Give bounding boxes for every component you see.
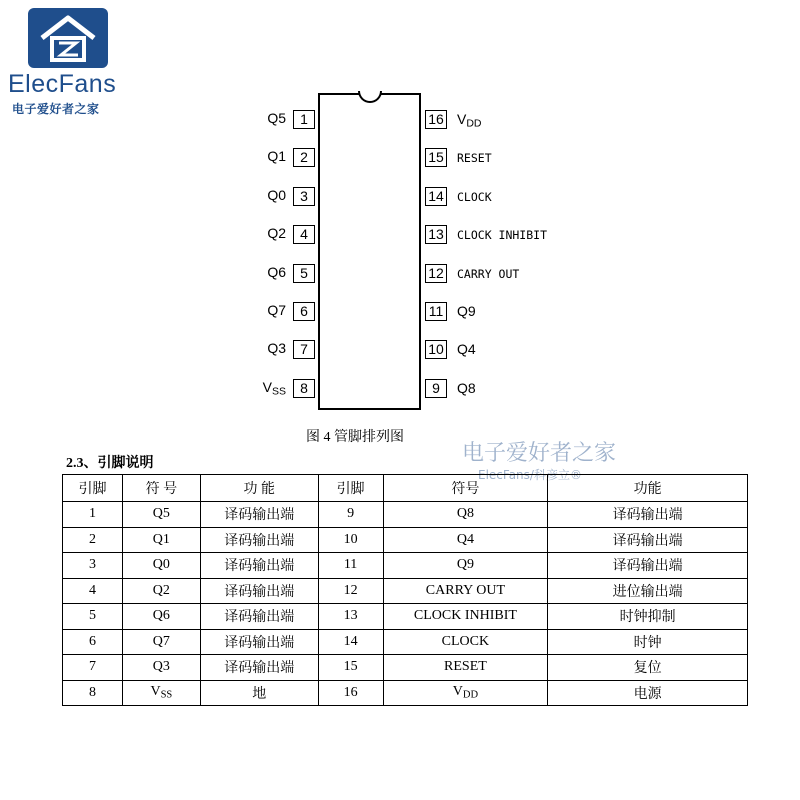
left-pin-number: 1 — [293, 110, 315, 129]
cell-text: 16 — [343, 684, 358, 700]
table-row — [63, 502, 748, 528]
cell-subscript: DD — [462, 690, 479, 702]
table-cell — [383, 553, 548, 579]
cell-text: 译码输出端 — [224, 508, 295, 524]
left-pin-number: 6 — [293, 302, 315, 321]
table-cell — [200, 553, 318, 579]
pin-name-text: CARRY OUT — [457, 266, 520, 281]
table-cell — [63, 502, 123, 528]
cell-text: CLOCK INHIBIT — [413, 608, 517, 624]
cell-text: Q1 — [152, 531, 170, 547]
left-pin-name — [246, 302, 286, 318]
table-cell — [383, 655, 548, 681]
left-pin-name — [246, 264, 286, 280]
cell-text: Q0 — [152, 557, 170, 573]
right-pin-name — [457, 341, 476, 357]
left-pin-name — [246, 110, 286, 126]
cell-text: 译码输出端 — [224, 661, 295, 677]
table-cell — [63, 680, 123, 706]
left-pin-name — [246, 148, 286, 164]
table-cell — [318, 655, 383, 681]
cell-text: 11 — [343, 557, 358, 573]
header-cell: 符 号 — [122, 475, 200, 502]
cell-text: V — [150, 684, 161, 700]
pin-name-text: CLOCK INHIBIT — [457, 228, 548, 243]
cell-text: 5 — [88, 608, 96, 624]
table-cell — [383, 578, 548, 604]
cell-text: RESET — [444, 659, 487, 675]
table-cell — [200, 578, 318, 604]
pin-name-text: Q1 — [267, 148, 286, 165]
left-pin-number: 5 — [293, 264, 315, 283]
table-cell — [63, 604, 123, 630]
pin-name-text: Q4 — [457, 341, 476, 358]
table-cell — [548, 502, 748, 528]
table-row — [63, 527, 748, 553]
cell-text: Q7 — [152, 633, 170, 649]
left-pin-name — [246, 340, 286, 356]
cell-text: 译码输出端 — [224, 533, 295, 549]
cell-text: 13 — [343, 608, 358, 624]
cell-text: 3 — [88, 557, 96, 573]
table-cell — [122, 655, 200, 681]
pin-name-text: Q6 — [267, 263, 286, 280]
cell-text: 时钟抑制 — [619, 610, 676, 626]
table-cell — [548, 680, 748, 706]
table-cell — [200, 502, 318, 528]
table-row — [63, 629, 748, 655]
cell-text: 电源 — [633, 686, 662, 702]
table-cell — [200, 680, 318, 706]
pin-name-text: Q2 — [267, 225, 286, 242]
table-cell — [63, 527, 123, 553]
cell-text: 12 — [343, 582, 358, 598]
cell-text: Q8 — [456, 506, 474, 522]
table-cell — [318, 680, 383, 706]
table-cell — [200, 629, 318, 655]
cell-text: CARRY OUT — [425, 582, 506, 598]
left-pin-number: 7 — [293, 340, 315, 359]
table-cell — [548, 655, 748, 681]
table-cell — [63, 655, 123, 681]
table-cell — [122, 629, 200, 655]
cell-text: 地 — [252, 686, 267, 702]
cell-text: 译码输出端 — [224, 610, 295, 626]
table-cell — [383, 502, 548, 528]
pin-name-text: RESET — [457, 151, 492, 166]
header-cell: 符号 — [383, 475, 548, 502]
right-pin-number: 15 — [425, 148, 447, 167]
logo-house-icon — [28, 8, 108, 68]
right-pin-name — [457, 190, 492, 204]
right-pin-name — [457, 111, 482, 130]
pin-name-text: Q8 — [457, 379, 476, 396]
pin-name-text: Q7 — [267, 302, 286, 318]
right-pin-number: 13 — [425, 225, 447, 244]
right-pin-number: 16 — [425, 110, 447, 129]
table-cell — [548, 629, 748, 655]
cell-text: 复位 — [633, 661, 662, 677]
header-cell: 引脚 — [318, 475, 383, 502]
table-row — [63, 680, 748, 706]
table-cell — [122, 502, 200, 528]
left-pin-number: 4 — [293, 225, 315, 244]
table-cell — [318, 527, 383, 553]
cell-text: Q3 — [152, 659, 170, 675]
table-cell — [200, 604, 318, 630]
logo-brand: ElecFans — [8, 70, 117, 98]
right-pin-number: 14 — [425, 187, 447, 206]
cell-text: 4 — [88, 582, 96, 598]
table-cell — [383, 604, 548, 630]
left-pin-number: 2 — [293, 148, 315, 167]
table-cell — [383, 527, 548, 553]
header-cell: 功 能 — [200, 475, 318, 502]
left-pin-number: 8 — [293, 379, 315, 398]
table-cell — [122, 604, 200, 630]
table-cell — [318, 502, 383, 528]
table-cell — [63, 629, 123, 655]
table-row — [63, 578, 748, 604]
pin-name-text: Q9 — [457, 303, 476, 319]
right-pin-name — [457, 303, 476, 319]
table-cell — [548, 578, 748, 604]
cell-text: Q4 — [456, 531, 474, 547]
section-title: 2.3、引脚说明 — [66, 456, 154, 471]
logo-subtitle: 电子爱好者之家 — [12, 102, 100, 116]
right-pin-number: 10 — [425, 340, 447, 359]
cell-text: 7 — [88, 659, 96, 675]
right-pin-name — [457, 151, 492, 165]
cell-text: 15 — [343, 659, 358, 675]
pin-name-text: V — [457, 111, 467, 127]
cell-text: Q2 — [152, 582, 170, 598]
pin-name-text: Q5 — [267, 110, 286, 126]
cell-text: 14 — [343, 633, 358, 649]
pin-name-text: V — [262, 378, 272, 395]
table-cell — [548, 553, 748, 579]
cell-subscript: SS — [160, 690, 173, 702]
table-cell — [318, 578, 383, 604]
table-cell — [200, 655, 318, 681]
watermark-subtitle: ElecFans/科彦立® — [478, 468, 582, 482]
right-pin-name — [457, 380, 476, 396]
cell-text: 时钟 — [633, 635, 662, 651]
table-cell — [200, 527, 318, 553]
cell-text: 译码输出端 — [224, 584, 295, 600]
table-cell — [318, 553, 383, 579]
table-header-row — [63, 475, 748, 502]
left-pin-name — [246, 225, 286, 241]
table-cell — [318, 604, 383, 630]
cell-text: 10 — [343, 531, 358, 547]
pin-name-subscript: SS — [271, 385, 286, 398]
right-pin-number: 9 — [425, 379, 447, 398]
header-cell: 功能 — [548, 475, 748, 502]
right-pin-name — [457, 267, 519, 281]
cell-text: 6 — [88, 633, 96, 649]
pin-description-table — [62, 474, 748, 706]
pin-name-subscript: DD — [466, 117, 482, 130]
table-row — [63, 553, 748, 579]
table-cell — [122, 527, 200, 553]
cell-text: 译码输出端 — [224, 559, 295, 575]
cell-text: 8 — [88, 684, 96, 700]
table-cell — [383, 680, 548, 706]
cell-text: 译码输出端 — [612, 559, 683, 575]
table-cell — [122, 680, 200, 706]
right-pin-number: 12 — [425, 264, 447, 283]
right-pin-name — [457, 228, 547, 242]
cell-text: 进位输出端 — [612, 584, 683, 600]
diagram-caption: 图 4 管脚排列图 — [306, 430, 404, 445]
pin-name-text: CLOCK — [457, 189, 492, 204]
pin-name-text: Q3 — [267, 340, 286, 357]
table-cell — [318, 629, 383, 655]
table-cell — [63, 553, 123, 579]
cell-text: 译码输出端 — [612, 508, 683, 524]
ic-package — [318, 93, 421, 410]
pin-name-text: Q0 — [267, 186, 286, 203]
watermark-title: 电子爱好者之家 — [462, 441, 617, 466]
cell-text: 译码输出端 — [612, 533, 683, 549]
table-cell — [548, 604, 748, 630]
cell-text: 2 — [88, 531, 96, 547]
table-cell — [63, 578, 123, 604]
table-cell — [383, 629, 548, 655]
table-cell — [122, 553, 200, 579]
header-cell: 引脚 — [63, 475, 123, 502]
table-row — [63, 655, 748, 681]
cell-text: Q6 — [152, 608, 170, 624]
cell-text: Q9 — [456, 557, 474, 573]
cell-text: 9 — [347, 506, 355, 522]
left-pin-name — [246, 379, 286, 398]
left-pin-name — [246, 187, 286, 203]
left-pin-number: 3 — [293, 187, 315, 206]
cell-text: V — [452, 684, 463, 700]
table-cell — [548, 527, 748, 553]
cell-text: 1 — [88, 506, 96, 522]
cell-text: CLOCK — [441, 633, 490, 649]
right-pin-number: 11 — [425, 302, 447, 321]
elecfans-logo — [8, 8, 148, 118]
table-row — [63, 604, 748, 630]
table-cell — [122, 578, 200, 604]
cell-text: Q5 — [152, 506, 170, 522]
cell-text: 译码输出端 — [224, 635, 295, 651]
